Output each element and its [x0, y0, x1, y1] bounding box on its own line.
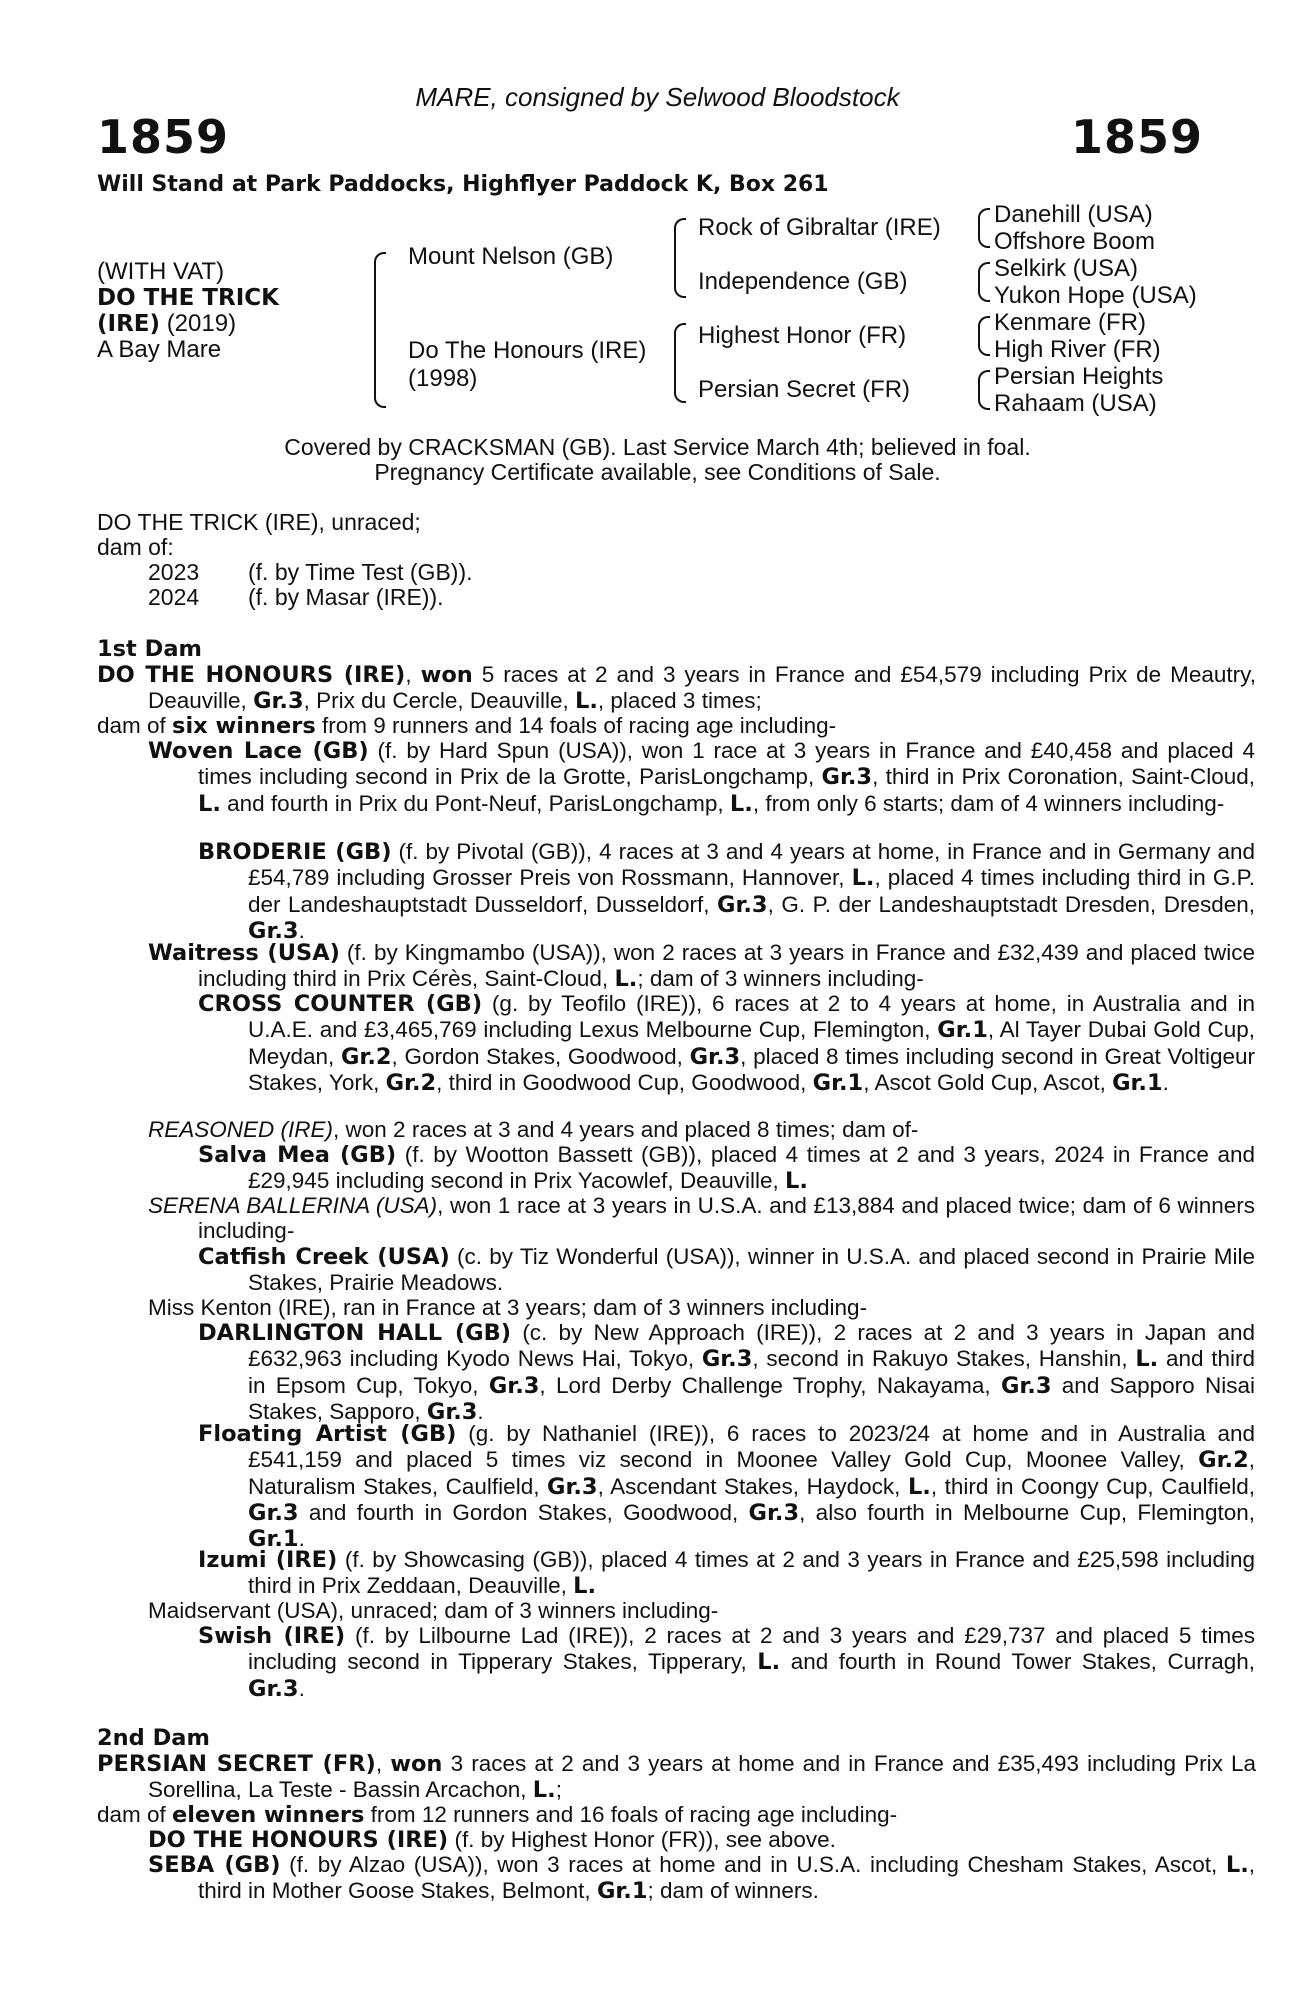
- pedigree-brace-sire: [674, 218, 686, 298]
- pregnancy-note: Pregnancy Certificate available, see Conditions of Sale.: [374, 459, 941, 485]
- pedigree-sire: Mount Nelson (GB): [408, 243, 614, 270]
- pedigree-brace-g3b: [978, 262, 990, 302]
- pedigree-gen2-3: Highest Honor (FR): [698, 322, 907, 349]
- first-dam-produce-summary: dam of six winners from 9 runners and 14 foals of racing age including-: [97, 713, 837, 739]
- pedigree-gen3-3: Selkirk (USA): [994, 255, 1139, 282]
- lot-subtitle: MARE, consigned by Selwood Bloodstock: [415, 82, 900, 112]
- pedigree-gen3-6: High River (FR): [994, 336, 1161, 363]
- pedigree-gen2-2: Independence (GB): [698, 268, 908, 295]
- pedigree-brace-main: [374, 252, 386, 408]
- pedigree-gen3-4: Yukon Hope (USA): [994, 282, 1197, 309]
- progeny-darlington-hall: DARLINGTON HALL (GB) (c. by New Approach (IRE)), 2 races at 2 and 3 years in Japan and £632,963 including Kyodo News Hai, Tokyo, Gr.3, second in Rakuyo Stakes, Hanshin, L. and third in Epsom Cup, Tokyo, Gr.3, Lord Derby Challenge Trophy, Nakayama, Gr.3 and Sapporo Nisai Stakes, Sapporo, Gr.3.: [198, 1320, 1256, 1425]
- pedigree-brace-g3a: [978, 208, 990, 248]
- progeny-maidservant: Maidservant (USA), unraced; dam of 3 winners including-: [148, 1598, 719, 1623]
- produce-year: 2024: [148, 584, 200, 610]
- progeny-izumi: Izumi (IRE) (f. by Showcasing (GB)), placed 4 times at 2 and 3 years in France and £25,598 including third in Prix Zeddaan, Deauville, L.: [198, 1547, 1255, 1600]
- produce-dam-of: dam of:: [97, 534, 174, 560]
- progeny-salva-mea: Salva Mea (GB) (f. by Wootton Bassett (GB)), placed 4 times at 2 and 3 years, 2024 in France and £29,945 including second in Prix Yacowlef, Deauville, L.: [198, 1142, 1255, 1195]
- progeny-woven-lace: Woven Lace (GB) (f. by Hard Spun (USA)), won 1 race at 3 years in France and £40,458 and placed 4 times including second in Prix de la Grotte, ParisLongchamp, Gr.3, third in Prix Coronation, Saint-Cloud, L. and fourth in Prix du Pont-Neuf, ParisLongchamp, L., from only 6 starts; dam of 4 winners including-: [148, 738, 1256, 817]
- covered-note: Covered by CRACKSMAN (GB). Last Service March 4th; believed in foal.: [284, 434, 1031, 460]
- second-dam-heading: 2nd Dam: [97, 1725, 210, 1751]
- pedigree-gen2-4: Persian Secret (FR): [698, 376, 911, 403]
- progeny-waitress: Waitress (USA) (f. by Kingmambo (USA)), won 2 races at 3 years in France and £32,439 and placed twice including third in Prix Cérès, Saint-Cloud, L.; dam of 3 winners including-: [148, 940, 1255, 993]
- produce-year: 2023: [148, 559, 200, 585]
- pedigree-gen3-5: Kenmare (FR): [994, 309, 1147, 336]
- pedigree-brace-dam: [674, 323, 686, 403]
- lot-number-left: 1859: [97, 110, 230, 164]
- progeny-cross-counter: CROSS COUNTER (GB) (g. by Teofilo (IRE)), 6 races at 2 to 4 years at home, in Australia and in U.A.E. and £3,465,769 including Lexus Melbourne Cup, Flemington, Gr.1, Al Tayer Dubai Gold Cup, Meydan, Gr.2, Gordon Stakes, Goodwood, Gr.3, placed 8 times including second in Great Voltigeur Stakes, York, Gr.2, third in Goodwood Cup, Goodwood, Gr.1, Ascot Gold Cup, Ascot, Gr.1.: [198, 991, 1256, 1096]
- progeny-floating-artist: Floating Artist (GB) (g. by Nathaniel (IRE)), 6 races to 2023/24 at home and in Australia and £541,159 and placed 5 times viz second in Moonee Valley Gold Cup, Moonee Valley, Gr.2, Naturalism Stakes, Caulfield, Gr.3, Ascendant Stakes, Haydock, L., third in Coongy Cup, Caulfield, Gr.3 and fourth in Gordon Stakes, Goodwood, Gr.3, also fourth in Melbourne Cup, Flemington, Gr.1.: [198, 1421, 1256, 1553]
- horse-description: A Bay Mare: [97, 336, 222, 363]
- progeny-swish: Swish (IRE) (f. by Lilbourne Lad (IRE)), 2 races at 2 and 3 years and £29,737 and placed 5 times including second in Tipperary Stakes, Tipperary, L. and fourth in Round Tower Stakes, Curragh, Gr.3.: [198, 1623, 1255, 1702]
- produce-detail: (f. by Masar (IRE)).: [248, 584, 444, 610]
- progeny-broderie: BRODERIE (GB) (f. by Pivotal (GB)), 4 races at 3 and 4 years at home, in France and in Germany and £54,789 including Grosser Preis von Rossmann, Hannover, L., placed 4 times including third in G.P. der Landeshauptstadt Dusseldorf, Dusseldorf, Gr.3, G. P. der Landeshauptstadt Dresden, Dresden, Gr.3.: [198, 839, 1255, 944]
- produce-intro: DO THE TRICK (IRE), unraced;: [97, 509, 421, 535]
- progeny-serena-ballerina: SERENA BALLERINA (USA), won 1 race at 3 years in U.S.A. and £13,884 and placed twice; dam of 6 winners including-: [148, 1193, 1255, 1244]
- pedigree-brace-g3d: [978, 370, 990, 410]
- lot-number-right: 1859: [1070, 110, 1203, 164]
- first-dam-heading: 1st Dam: [97, 636, 202, 662]
- progeny-miss-kenton: Miss Kenton (IRE), ran in France at 3 years; dam of 3 winners including-: [148, 1295, 868, 1320]
- pedigree-dam: Do The Honours (IRE): [408, 337, 647, 364]
- pedigree-gen3-2: Offshore Boom: [994, 228, 1155, 255]
- progeny-catfish-creek: Catfish Creek (USA) (c. by Tiz Wonderful (USA)), winner in U.S.A. and placed second in Prairie Mile Stakes, Prairie Meadows.: [198, 1244, 1255, 1296]
- pedigree-gen3-8: Rahaam (USA): [994, 390, 1157, 417]
- pedigree-gen2-1: Rock of Gibraltar (IRE): [698, 214, 941, 241]
- second-dam-produce-summary: dam of eleven winners from 12 runners and 16 foals of racing age including-: [97, 1802, 898, 1828]
- second-dam-record: PERSIAN SECRET (FR), won 3 races at 2 and 3 years at home and in France and £35,493 including Prix La Sorellina, La Teste - Bassin Arcachon, L.;: [97, 1751, 1256, 1804]
- vat-note: (WITH VAT): [97, 258, 225, 285]
- progeny-reasoned: REASONED (IRE), won 2 races at 3 and 4 years and placed 8 times; dam of-: [148, 1117, 919, 1142]
- pedigree-brace-g3c: [978, 316, 990, 356]
- produce-detail: (f. by Time Test (GB)).: [248, 559, 473, 585]
- stand-location: Will Stand at Park Paddocks, Highflyer Paddock K, Box 261: [97, 172, 829, 197]
- progeny-do-the-honours: DO THE HONOURS (IRE) (f. by Highest Honor (FR)), see above.: [148, 1827, 836, 1853]
- horse-name: DO THE TRICK: [97, 285, 279, 311]
- pedigree-gen3-7: Persian Heights: [994, 363, 1164, 390]
- pedigree-dam-year: (1998): [408, 365, 478, 392]
- first-dam-record: DO THE HONOURS (IRE), won 5 races at 2 and 3 years in France and £54,579 including Prix de Meautry, Deauville, Gr.3, Prix du Cercle, Deauville, L., placed 3 times;: [97, 662, 1256, 715]
- horse-name-suffix: (IRE) (2019): [97, 310, 237, 337]
- pedigree-gen3-1: Danehill (USA): [994, 201, 1153, 228]
- progeny-seba: SEBA (GB) (f. by Alzao (USA)), won 3 races at home and in U.S.A. including Chesham Stakes, Ascot, L., third in Mother Goose Stakes, Belmont, Gr.1; dam of winners.: [148, 1852, 1256, 1905]
